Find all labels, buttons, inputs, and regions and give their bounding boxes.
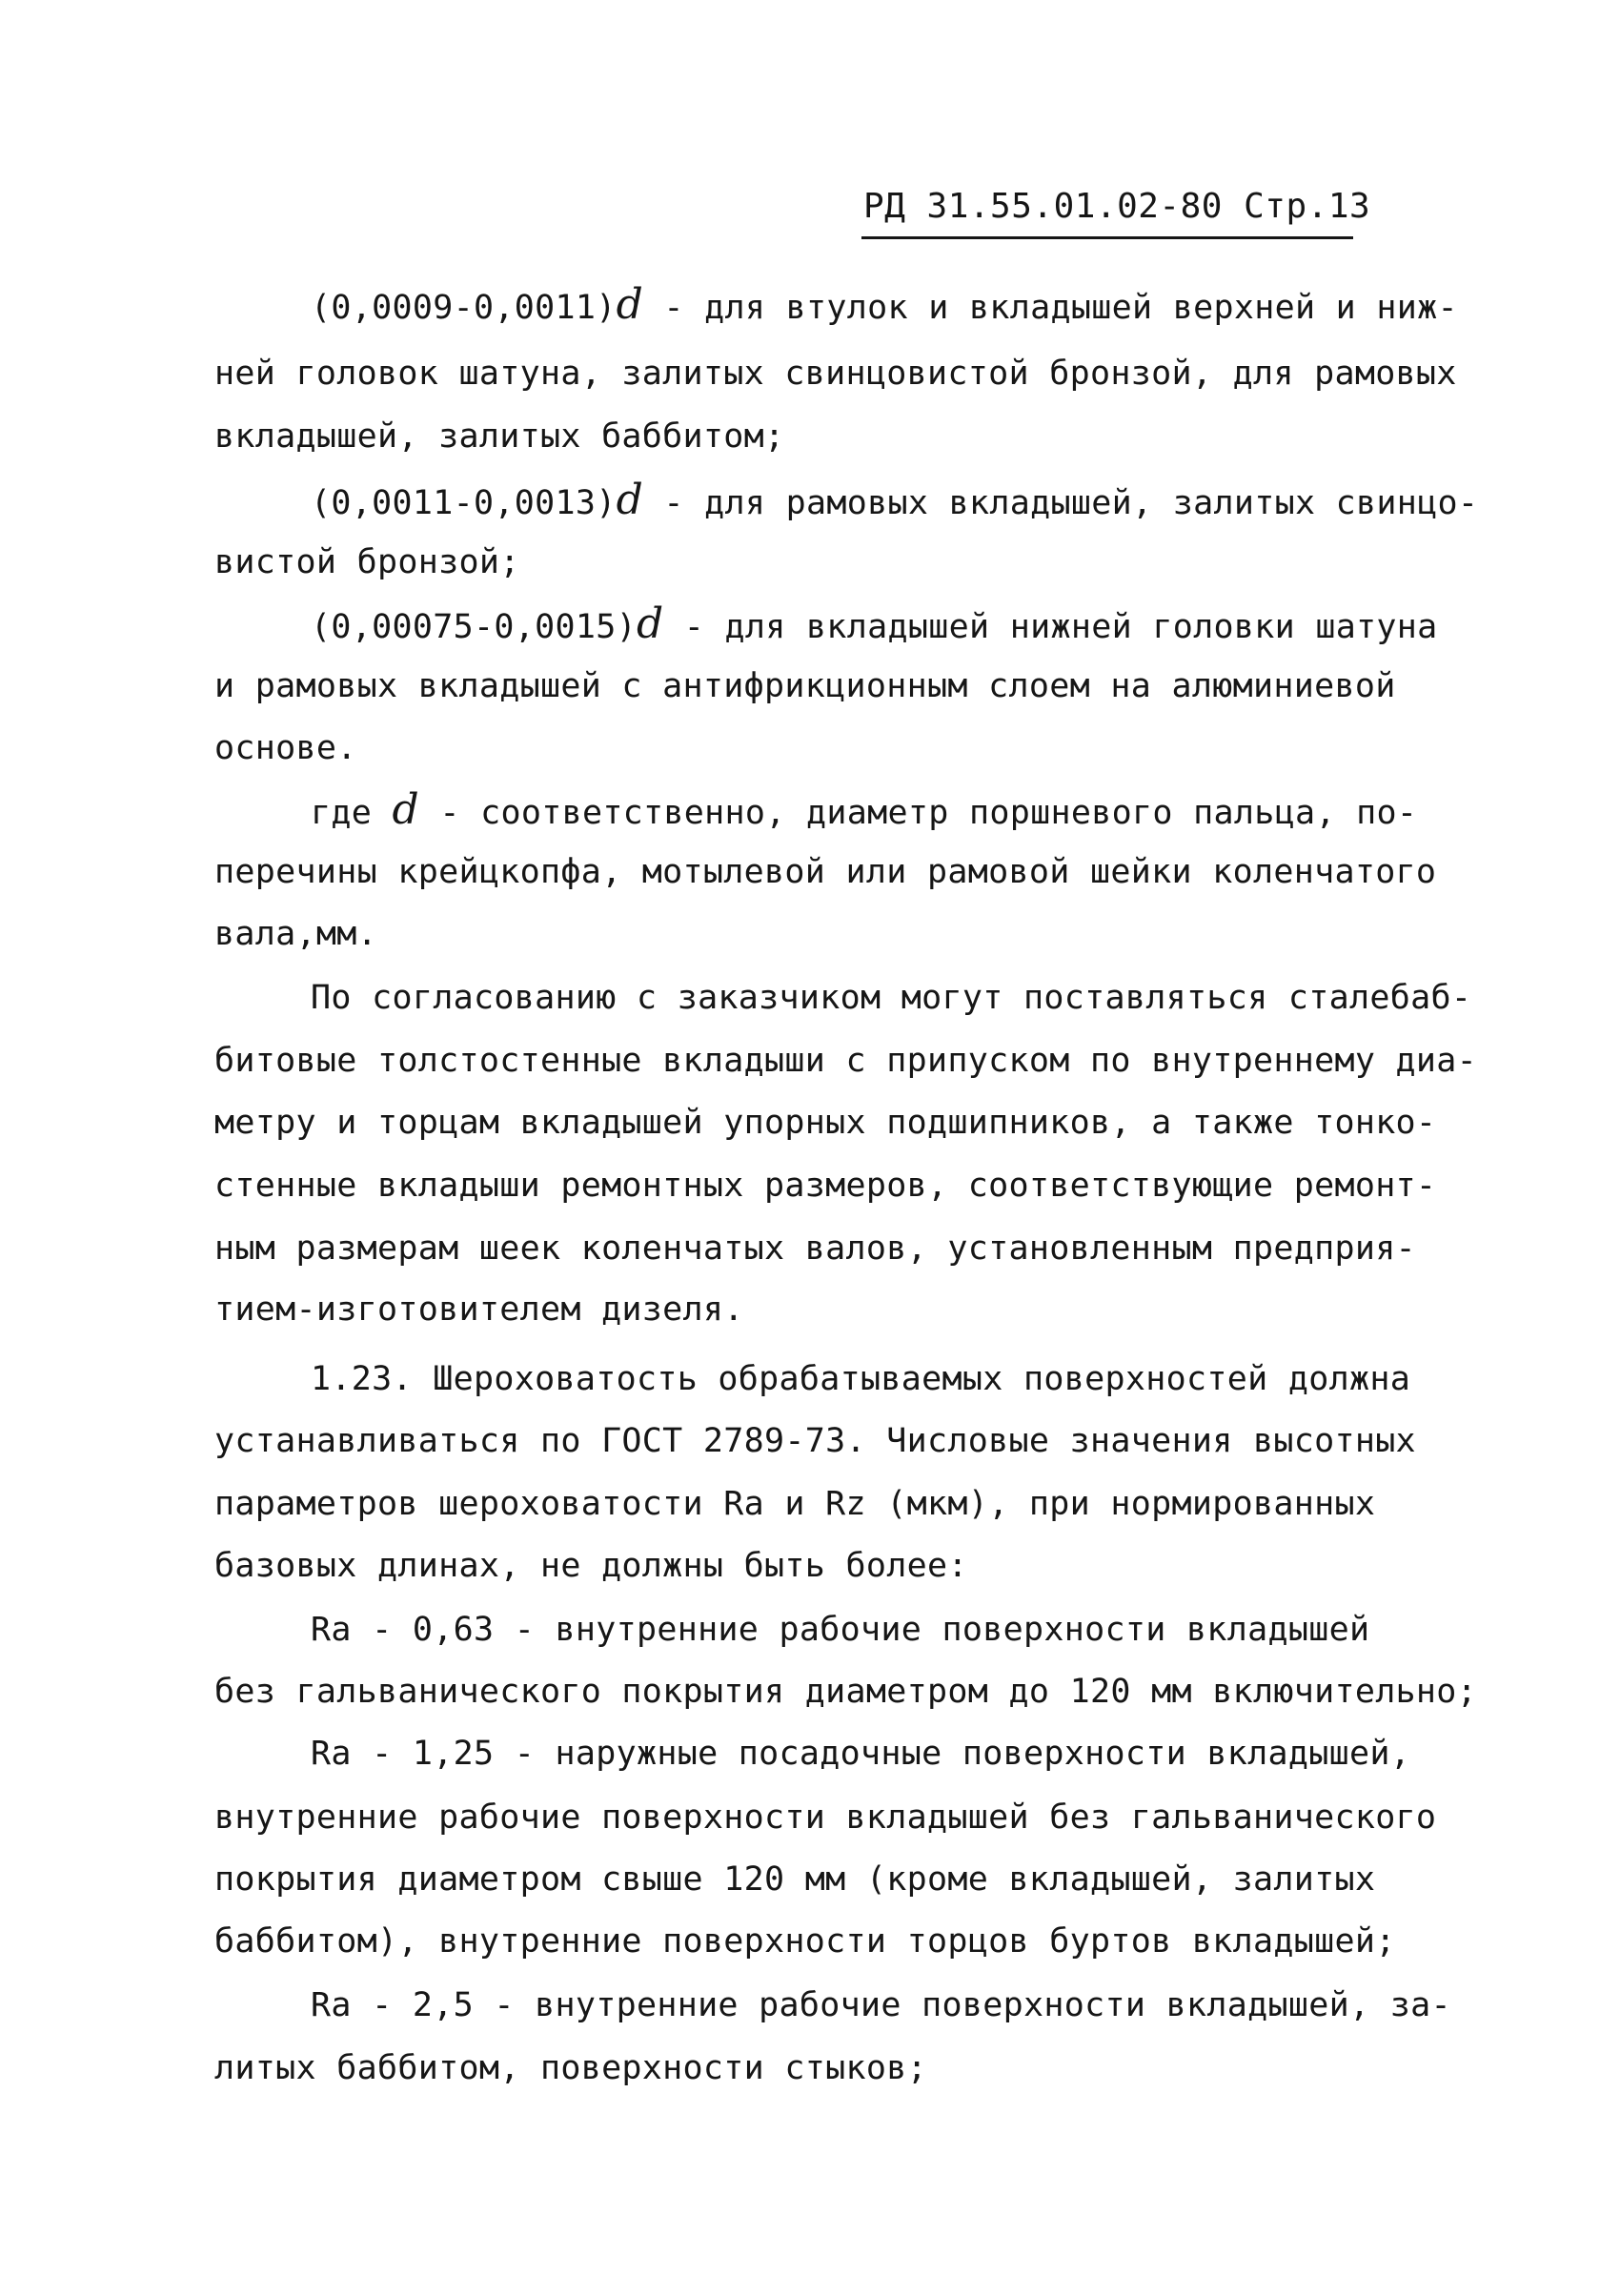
p7-line1: Ra - 0,63 - внутренние рабочие поверхности вкладышей [311,1611,1370,1649]
diameter-symbol: d [392,785,419,834]
document-header: РД 31.55.01.02-80 Стр.13 [863,187,1371,226]
p8-line1: Ra - 1,25 - наружные посадочные поверхности вкладышей, [311,1735,1411,1773]
p5-line5: ным размерам шеек коленчатых валов, установленным предприя- [214,1229,1416,1268]
diameter-symbol: d [616,280,644,329]
diameter-symbol: d [636,599,664,648]
p6-line2: устанавливаться по ГОСТ 2789-73. Числовые значения высотных [214,1422,1416,1460]
diameter-symbol: d [616,476,644,524]
p4-line2: перечины крейцкопфа, мотылевой или рамовой шейки коленчатого [214,853,1437,891]
p5-line1: По согласованию с заказчиком могут поставляться сталебаб- [311,979,1472,1017]
p7-line2: без гальванического покрытия диаметром до 120 мм включительно; [214,1673,1478,1711]
p5-line6: тием-изготовителем дизеля. [214,1290,744,1329]
p5-line3: метру и торцам вкладышей упорных подшипников, а также тонко- [214,1104,1437,1142]
p3-line3: основе. [214,729,357,767]
p6-line3: параметров шероховатости Ra и Rz (мкм), при нормированных [214,1485,1376,1523]
p2-line1: (0,0011-0,0013)d - для рамовых вкладышей, залитых свинцо- [311,476,1479,524]
p5-line4: стенные вкладыши ремонтных размеров, соответствующие ремонт- [214,1167,1437,1205]
p8-line3: покрытия диаметром свыше 120 мм (кроме вкладышей, залитых [214,1860,1376,1899]
p2-line2: вистой бронзой; [214,543,520,581]
p9-line2: литых баббитом, поверхности стыков; [214,2049,928,2087]
p4-line1: где d - соответственно, диаметр поршневого пальца, по- [311,785,1418,834]
p3-line1: (0,00075-0,0015)d - для вкладышей нижней головки шатуна [311,599,1438,648]
p1-line1: (0,0009-0,0011)d - для втулок и вкладышей верхней и ниж- [311,280,1458,329]
p6-line1: 1.23. Шероховатость обрабатываемых поверхностей должна [311,1360,1411,1398]
p1-line2: ней головок шатуна, залитых свинцовистой бронзой, для рамовых [214,355,1457,393]
p6-line4: базовых длинах, не должны быть более: [214,1547,968,1585]
p9-line1: Ra - 2,5 - внутренние рабочие поверхности вкладышей, за- [311,1986,1451,2024]
p3-line2: и рамовых вкладышей с антифрикционным слоем на алюминиевой [214,667,1396,705]
p8-line2: внутренние рабочие поверхности вкладышей без гальванического [214,1798,1437,1837]
p8-line4: баббитом), внутренние поверхности торцов буртов вкладышей; [214,1922,1396,1961]
p4-line3: вала,мм. [214,915,377,953]
p5-line2: битовые толстостенные вкладыши с припуском по внутреннему диа- [214,1042,1478,1080]
p1-line3: вкладышей, залитых баббитом; [214,417,785,456]
header-underline [861,236,1353,239]
